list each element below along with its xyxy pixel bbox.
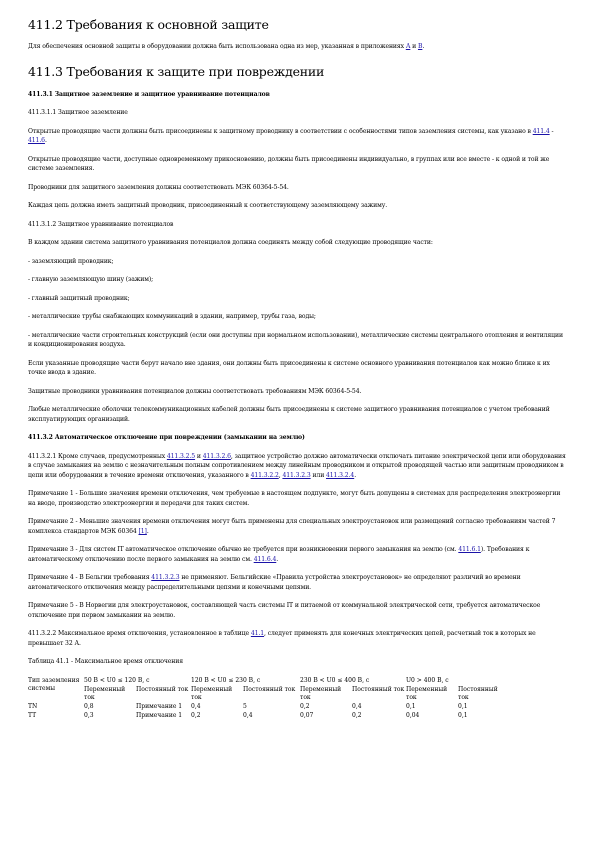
table-cell-type: TN [28,702,38,710]
note-2 [28,517,568,536]
section-heading-411-3: 411.3 Требования к защите при повреждении [28,63,325,79]
table-header-row [28,677,508,686]
header-ac: Переменный ток [300,685,342,701]
table-cell: 0,2 [300,702,310,710]
link-table-41-1[interactable]: 41.1 [250,630,265,637]
table-cell: 0,8 [84,702,94,710]
link-411-3-2-5[interactable]: 411.3.2.5 [166,452,196,460]
header-dc: Постоянный ток [136,685,189,693]
paragraph-earthing-conductors: Проводники для защитного заземления должны соответствовать МЭК 60364-5-54. [28,183,289,191]
paragraph-outside-parts: Если указанные проводящие части берут начало вне здания, они должны быть присоединены к системе основного уравнивания потенциалов как можно ближе к их точке ввода в здание. [28,359,550,376]
table-cell: 0,1 [458,702,468,710]
paragraph-simultaneous-access: Открытые проводящие части, доступные одновременному прикосновению, должны быть присоединены индивидуально, в группах или все вместе - к одной и той же системе заземления. [28,155,550,172]
document-page [28,14,568,721]
text: . [44,137,47,144]
header-ac: Переменный ток [406,685,448,701]
text: . [276,555,279,563]
text: . [422,43,425,50]
header-range: 120 В < U0 ≤ 230 В, с [191,676,261,684]
list-item: - главную заземляющую шину (зажим); [28,276,154,283]
list-item: - металлические трубы снабжающих коммуникаций в здании, например, трубы газа, воды; [28,313,316,320]
table-cell: 0,2 [352,711,362,719]
link-411-3-2-4[interactable]: 411.3.2.4 [326,471,355,479]
list-item: - металлические части строительных конструкций (если они доступны при нормальном использовании), металлические системы центрального отопления и вентиляции и кондиционирования воздуха. [28,331,563,348]
text: , защитное устройство должно автоматически отключать питание электрической цепи или оборудования в случае замыкания на землю с незначительным полным сопротивлением между линейным проводником и открытой проводящей частью или защитным проводником в цепи или оборудовании в течение времени отключения, указанного в [28,452,566,479]
note-3 [28,545,568,564]
note-1: Примечание 1 - Большие значения времени отключения, чем требуемые в настоящем подпункте, могут быть допущены в системах для распределения электроэнергии на вводе, производство электроэнергии и передачи для таких систем. [28,490,561,507]
table-cell: 0,2 [191,711,201,719]
disconnection-time-table [28,677,508,721]
subsection-heading-411-3-2: 411.3.2 Автоматическое отключение при повреждении (замыкании на землю) [28,434,305,441]
link-411-6[interactable]: 411.6 [28,137,45,144]
link-411-3-2-2[interactable]: 411.3.2.2 [250,471,279,479]
link-411-3-2-3[interactable]: 411.3.2.3 [282,471,311,479]
table-cell: 0,07 [300,711,314,719]
paragraph-exposed-parts [28,127,568,146]
header-range: U0 > 400 В, с [406,676,449,684]
table-cell: 0,4 [243,711,253,719]
header-range: 50 В < U0 ≤ 120 В, с [84,676,150,684]
list-item: - главный защитный проводник; [28,294,130,302]
table-cell: 0,4 [191,702,201,710]
table-cell: 5 [243,702,247,710]
header-system-type: Тип заземления системы [28,676,80,692]
paragraph-each-circuit: Каждая цепь должна иметь защитный проводник, присоединенный к соответствующему заземляющему зажиму. [28,202,388,209]
table-row [28,712,508,721]
header-ac: Переменный ток [84,685,126,701]
paragraph-bonding-conductors: Защитные проводники уравнивания потенциалов должны соответствовать требованиям МЭК 60364-5-54. [28,387,362,395]
paragraph-411-3-2-2 [28,629,568,648]
text: и [195,452,203,460]
table-cell: Примечание 1 [136,702,183,710]
text: или [310,471,326,479]
section-heading-411-2: 411.2 Требования к основной защите [28,17,269,32]
text: , [278,471,283,479]
text: Для обеспечения основной защиты в оборудовании должна быть использована одна из мер, указанная в приложениях [28,43,406,50]
link-411-3-2-3[interactable]: 411.3.2.3 [151,574,180,581]
text: , следует применять для конечных электрических цепей, расчетный ток в которых не превышает 32 А. [28,630,536,647]
link-annex-a[interactable]: А [405,43,411,50]
text: и [410,43,418,50]
paragraph-basic-protection [28,42,568,52]
text: 411.3.2.1 Кроме случаев, предусмотренных [28,452,167,460]
paragraph-411-3-2-1 [28,452,568,481]
table-cell: 0,1 [406,702,416,710]
header-dc: Постоянный ток [352,685,405,693]
text: . [146,527,149,535]
link-411-6-1[interactable]: 411.6.1 [458,546,481,553]
text: ). Требования к автоматическому отключению после первого замыкания на землю см. [28,546,530,563]
subsection-heading-411-3-1-2: 411.3.1.2 Защитное уравнивание потенциалов [28,220,174,228]
link-411-4[interactable]: 411.4 [532,127,550,135]
link-annex-b[interactable]: В [417,43,423,50]
subsection-heading-411-3-1-1: 411.3.1.1 Защитное заземление [28,109,128,116]
text: Примечание 2 - Меньшие значения времени отключения могут быть применены для специальных электроустановок или размещений согласно требованиям частей 7 комплекса стандартов МЭК 60364 [28,518,556,535]
text: Примечание 3 - Для систем IT автоматическое отключение обычно не требуется при возникновении первого замыкания на землю (см. [28,546,459,553]
table-cell: 0,04 [406,711,420,719]
text: . [354,471,357,479]
header-ac: Переменный ток [191,685,233,701]
text: 411.3.2.2 Максимальное время отключения, установленное в таблице [28,630,251,637]
table-cell: 0,1 [458,711,468,719]
text: Открытые проводящие части должны быть присоединены к защитному проводнику в соответствии с особенностями типов заземления системы, как указано в [28,127,533,135]
subsection-heading-411-3-1: 411.3.1 Защитное заземление и защитное уравнивание потенциалов [28,90,270,98]
note-5: Примечание 5 - В Норвегии для электроустановок, составляющей часть системы IT и питаемой от коммунальной электрической сети, требуется автоматическое отключение при первом замыкании на землю. [28,602,541,619]
table-cell: 0,3 [84,711,94,719]
table-cell: Примечание 1 [136,711,183,719]
header-dc: Постоянный ток [458,685,498,701]
table-caption: Таблица 41.1 - Максимальное время отключения [28,658,183,665]
list-item: - заземляющий проводник; [28,257,114,265]
table-row [28,703,508,712]
paragraph-telecom-sheaths: Любые металлические оболочки телекоммуникационных кабелей должны быть присоединены к системе защитного уравнивания потенциалов с учетом требований эксплуатирующих организаций. [28,406,550,423]
header-range: 230 В < U0 ≤ 400 В, с [300,676,370,684]
text: - [549,127,554,135]
link-411-6-4[interactable]: 411.6.4 [253,555,277,563]
table-cell: 0,4 [352,702,362,710]
note-4 [28,573,568,592]
link-411-3-2-6[interactable]: 411.3.2.6 [202,452,231,460]
paragraph-building-bonding: В каждом здании система защитного уравнивания потенциалов должна соединять между собой следующие проводящие части: [28,239,433,246]
text: Примечание 4 - В Бельгии требования [28,574,152,581]
table-cell-type: TT [28,711,37,719]
table-subheader-row [28,686,508,703]
link-ref-1[interactable]: [1] [138,527,147,535]
text: не применяют. Бельгийские «Правила устройства электроустановок» не определяют различий во времени автоматического отключения между распределительными цепями и конечными цепями. [28,574,521,591]
header-dc: Постоянный ток [243,685,296,693]
